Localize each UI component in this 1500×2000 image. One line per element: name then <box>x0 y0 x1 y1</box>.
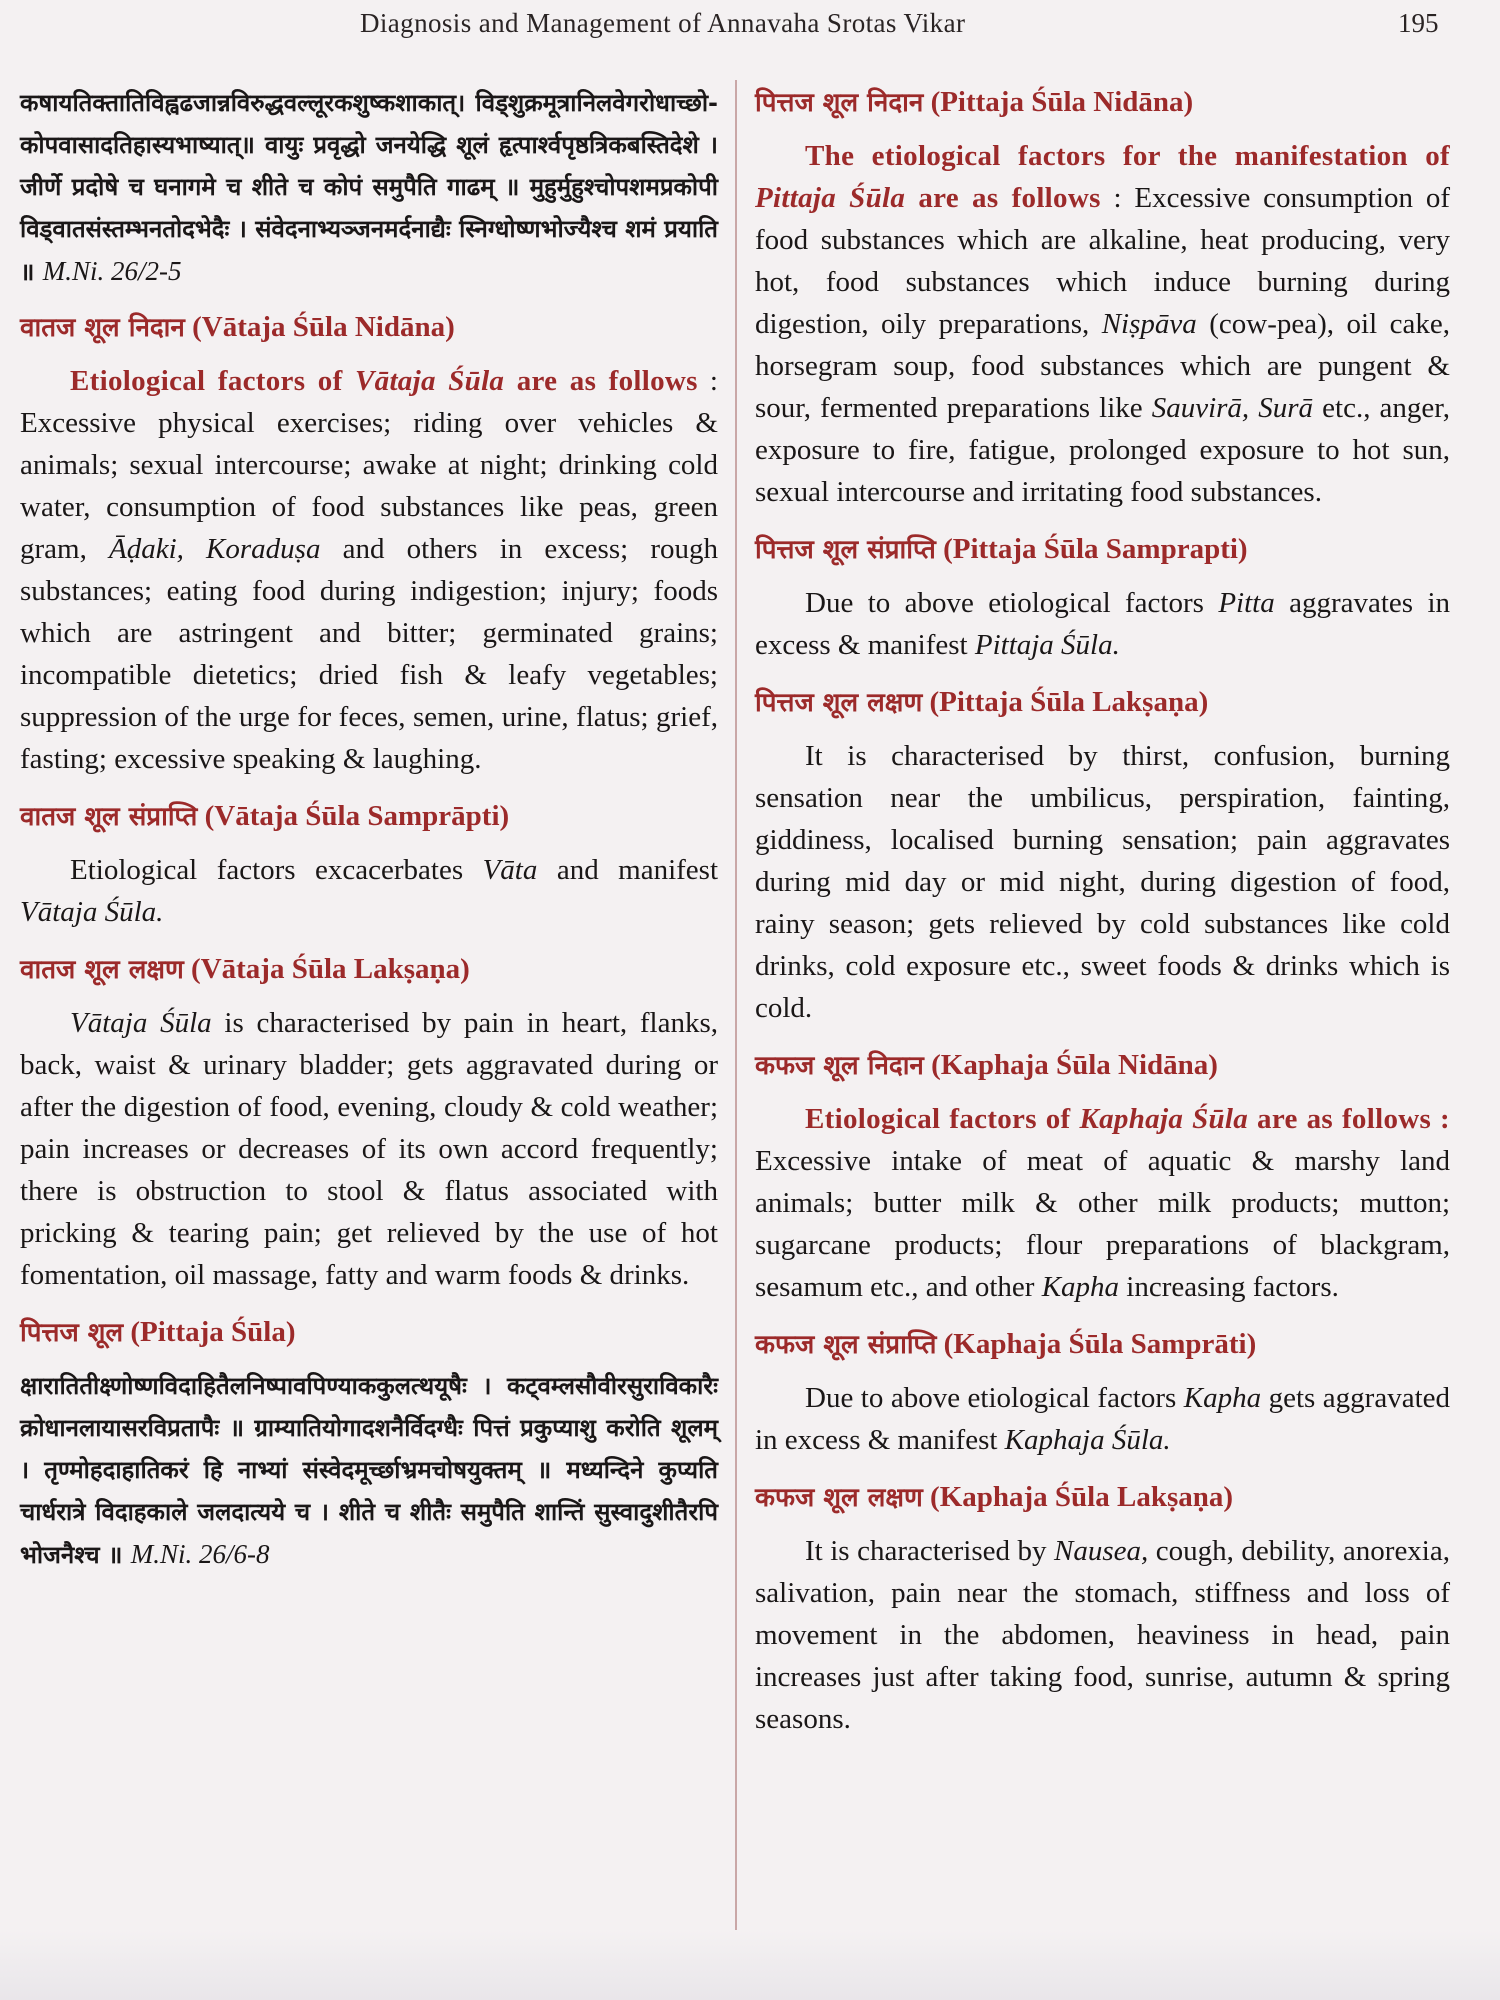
heading-devanagari: कफज शूल लक्षण <box>755 1483 923 1513</box>
paragraph-kaphaja-nidana <box>755 1098 1450 1308</box>
lead-text: Etiological factors of <box>805 1103 1080 1135</box>
italic-term: Kapha <box>1041 1271 1120 1303</box>
body-text: and others in excess; rough substances; eating food during indigestion; injury; foods which are astringent and bitter; germinated grains; incompatible dietetics; dried fish & leafy vegetables; suppression of the urge for feces, semen, urine, flatus; grief, fasting; excessive speaking & laughing. <box>20 533 718 775</box>
lead-text: are as follows : <box>1248 1103 1450 1135</box>
body-text: : Excessive consumption of food substances which are alkaline, heat producing, very hot, food substances which induce burning during digestion, oily preparations, <box>755 182 1450 340</box>
running-title: Diagnosis and Management of Annavaha Srotas Vikar <box>360 8 966 38</box>
column-divider <box>735 80 737 1940</box>
italic-term: Vātaja Śūla <box>70 1007 212 1039</box>
paragraph-vataja-nidana <box>20 360 718 780</box>
heading-devanagari: पित्तज शूल <box>20 1318 124 1348</box>
italic-term: Nausea, <box>1054 1535 1149 1567</box>
italic-term: Kaphaja Śūla. <box>1004 1424 1171 1456</box>
heading-vataja-laksana <box>20 949 718 990</box>
body-text: etc., anger, exposure to fire, fatigue, prolonged exposure to hot sun, sexual intercourse and irritating food substances. <box>755 392 1451 508</box>
heading-english: (Vātaja Śūla Nidāna) <box>192 311 455 343</box>
body-text: : Excessive physical exercises; riding over vehicles & animals; sexual intercourse; awake at night; drinking cold water, consumption of food substances like peas, green gram, <box>20 365 718 565</box>
lead-text: Etiological factors of <box>70 365 355 397</box>
lead-text: are as follows <box>905 182 1101 214</box>
heading-kaphaja-nidana <box>755 1045 1450 1086</box>
heading-pittaja-samprapti <box>755 529 1450 570</box>
heading-devanagari: पित्तज शूल संप्राप्ति <box>755 535 936 565</box>
heading-english: (Pittaja Śūla Nidāna) <box>930 86 1194 118</box>
heading-devanagari: वातज शूल लक्षण <box>20 955 184 985</box>
body-text: and manifest <box>537 854 718 886</box>
italic-term: Vātaja Śūla. <box>20 896 164 928</box>
heading-vataja-nidana <box>20 307 718 348</box>
paragraph-pittaja-nidana <box>755 135 1450 513</box>
lead-term: Pittaja Śūla <box>755 182 906 214</box>
body-text: It is characterised by <box>805 1535 1055 1567</box>
heading-pittaja-shula <box>20 1312 718 1353</box>
heading-kaphaja-laksana <box>755 1477 1450 1518</box>
italic-term: Pitta <box>1218 587 1275 619</box>
heading-english: (Kaphaja Śūla Lakṣaṇa) <box>930 1481 1234 1513</box>
lead-phrase <box>70 365 698 397</box>
left-column <box>20 82 718 1590</box>
body-text: gets aggravated in excess & manifest <box>755 1382 1451 1456</box>
heading-english: (Vātaja Śūla Lakṣaṇa) <box>191 953 470 985</box>
body-text: is characterised by pain in heart, flanks, back, waist & urinary bladder; gets aggravated during or after the digestion of food, evening, cloudy & cold weather; pain increases or decreases of its own accord frequently; there is obstruction to stool & flatus associated with pricking & tearing pain; get relieved by the use of hot fomentation, oil massage, fatty and warm foods & drinks. <box>20 1007 718 1291</box>
heading-english: (Pittaja Śūla Samprapti) <box>943 533 1248 565</box>
body-text: aggravates in excess & manifest <box>755 587 1451 661</box>
heading-english: (Kaphaja Śūla Nidāna) <box>931 1049 1218 1081</box>
running-header <box>0 0 1500 56</box>
heading-devanagari: पित्तज शूल लक्षण <box>755 688 923 718</box>
paragraph-vataja-samprapti <box>20 849 718 933</box>
right-column <box>755 82 1450 1756</box>
italic-term: Kapha <box>1183 1382 1262 1414</box>
heading-pittaja-nidana <box>755 82 1450 123</box>
heading-english: (Pittaja Śūla Lakṣaṇa) <box>929 686 1209 718</box>
paragraph-kaphaja-samprapti <box>755 1377 1450 1461</box>
paragraph-kaphaja-laksana <box>755 1530 1450 1740</box>
heading-english: (Kaphaja Śūla Samprāti) <box>943 1328 1257 1360</box>
italic-term: Āḍaki, Koraduṣa <box>109 533 321 565</box>
heading-devanagari: वातज शूल संप्राप्ति <box>20 802 198 832</box>
sanskrit-verse-pittaja <box>20 1365 718 1576</box>
sanskrit-verse-vataja <box>20 82 718 293</box>
lead-phrase <box>805 1103 1450 1135</box>
heading-devanagari: कफज शूल संप्राप्ति <box>755 1330 937 1360</box>
heading-devanagari: पित्तज शूल निदान <box>755 88 924 118</box>
paragraph-pittaja-samprapti <box>755 582 1450 666</box>
page-bottom-shadow <box>0 1930 1500 2000</box>
italic-term: Vāta <box>482 854 538 886</box>
body-text: (cow-pea), oil cake, horsegram soup, food substances which are pungent & sour, fermented preparations like <box>755 308 1450 424</box>
heading-kaphaja-samprapti <box>755 1324 1450 1365</box>
body-text: Due to above etiological factors <box>805 587 1219 619</box>
verse-citation: M.Ni. 26/2-5 <box>42 256 182 286</box>
lead-term: Kaphaja Śūla <box>1079 1103 1249 1135</box>
body-text: cough, debility, anorexia, salivation, pain near the stomach, stiffness and loss of movement in the abdomen, heaviness in head, pain increases just after taking food, sunrise, autumn & spring seasons. <box>755 1535 1450 1735</box>
lead-text: are as follows <box>504 365 698 397</box>
paragraph-pittaja-laksana: It is characterised by thirst, confusion, burning sensation near the umbilicus, perspiration, fainting, giddiness, localised burning sensation; pain aggravates during mid day or mid night, during digestion of food, rainy season; gets relieved by cold substances like cold drinks, cold exposure etc., sweet foods & drinks which is cold. <box>755 740 1450 1024</box>
italic-term: Niṣpāva <box>1101 308 1197 340</box>
italic-term: Pittaja Śūla. <box>974 629 1120 661</box>
verse-text: कषायतिक्तातिविह्वढजान्नविरुद्धवल्लूरकशुष्कशाकात्। विड्‌शुक्रमूत्रानिलवेगरोधाच्छो-कोपवासादतिहास्यभाष्यात्॥ वायुः प्रवृद्धो जनयेद्धि शूलं हृत्पार्श्वपृष्ठत्रिकबस्तिदेशे । जीर्णे प्रदोषे च घनागमे च शीते च कोपं समुपैति गाढम् ॥ मुहुर्मुहुश्चोपशमप्रकोपी विड्वातसंस्तम्भनतोदभेदैः । संवेदनाभ्यञ्जनमर्दनाद्यैः स्निग्धोष्णभोज्यैश्च शमं प्रयाति ॥ <box>20 89 718 286</box>
paragraph-vataja-laksana <box>20 1002 718 1296</box>
lead-text: The etiological factors for the manifestation of <box>805 140 1450 172</box>
heading-pittaja-laksana <box>755 682 1450 723</box>
heading-vataja-samprapti <box>20 796 718 837</box>
body-text: Excessive intake of meat of aquatic & marshy land animals; butter milk & other milk products; mutton; sugarcane products; flour preparations of blackgram, sesamum etc., and other <box>755 1145 1450 1303</box>
heading-devanagari: कफज शूल निदान <box>755 1051 924 1081</box>
heading-english: (Vātaja Śūla Samprāpti) <box>204 800 510 832</box>
body-text: Etiological factors excacerbates <box>70 854 483 886</box>
body-text: increasing factors. <box>1119 1271 1339 1303</box>
verse-text: क्षारातितीक्ष्णोष्णविदाहितैलनिष्पावपिण्याककुलत्थयूषैः । कट्वम्लसौवीरसुराविकारैः क्रोधानलायासरविप्रतापैः ॥ ग्राम्यातियोगादशनैर्विदग्धैः पित्तं प्रकुप्याशु करोति शूलम् । तृण्मोहदाहातिकरं हि नाभ्यां संस्वेदमूर्च्छाभ्रमचोषयुक्तम् ॥ मध्यन्दिने कुप्यति चार्धरात्रे विदाहकाले जलदात्यये च । शीते च शीतैः समुपैति शान्तिं सुस्वादुशीतैरपि भोजनैश्च ॥ <box>20 1372 718 1569</box>
page-number: 195 <box>1398 8 1439 38</box>
lead-term: Vātaja Śūla <box>355 365 505 397</box>
italic-term: Sauvirā, Surā <box>1151 392 1314 424</box>
body-text: Due to above etiological factors <box>805 1382 1184 1414</box>
heading-devanagari: वातज शूल निदान <box>20 313 185 343</box>
heading-english: (Pittaja Śūla) <box>130 1316 296 1348</box>
verse-citation: M.Ni. 26/6-8 <box>130 1539 270 1569</box>
